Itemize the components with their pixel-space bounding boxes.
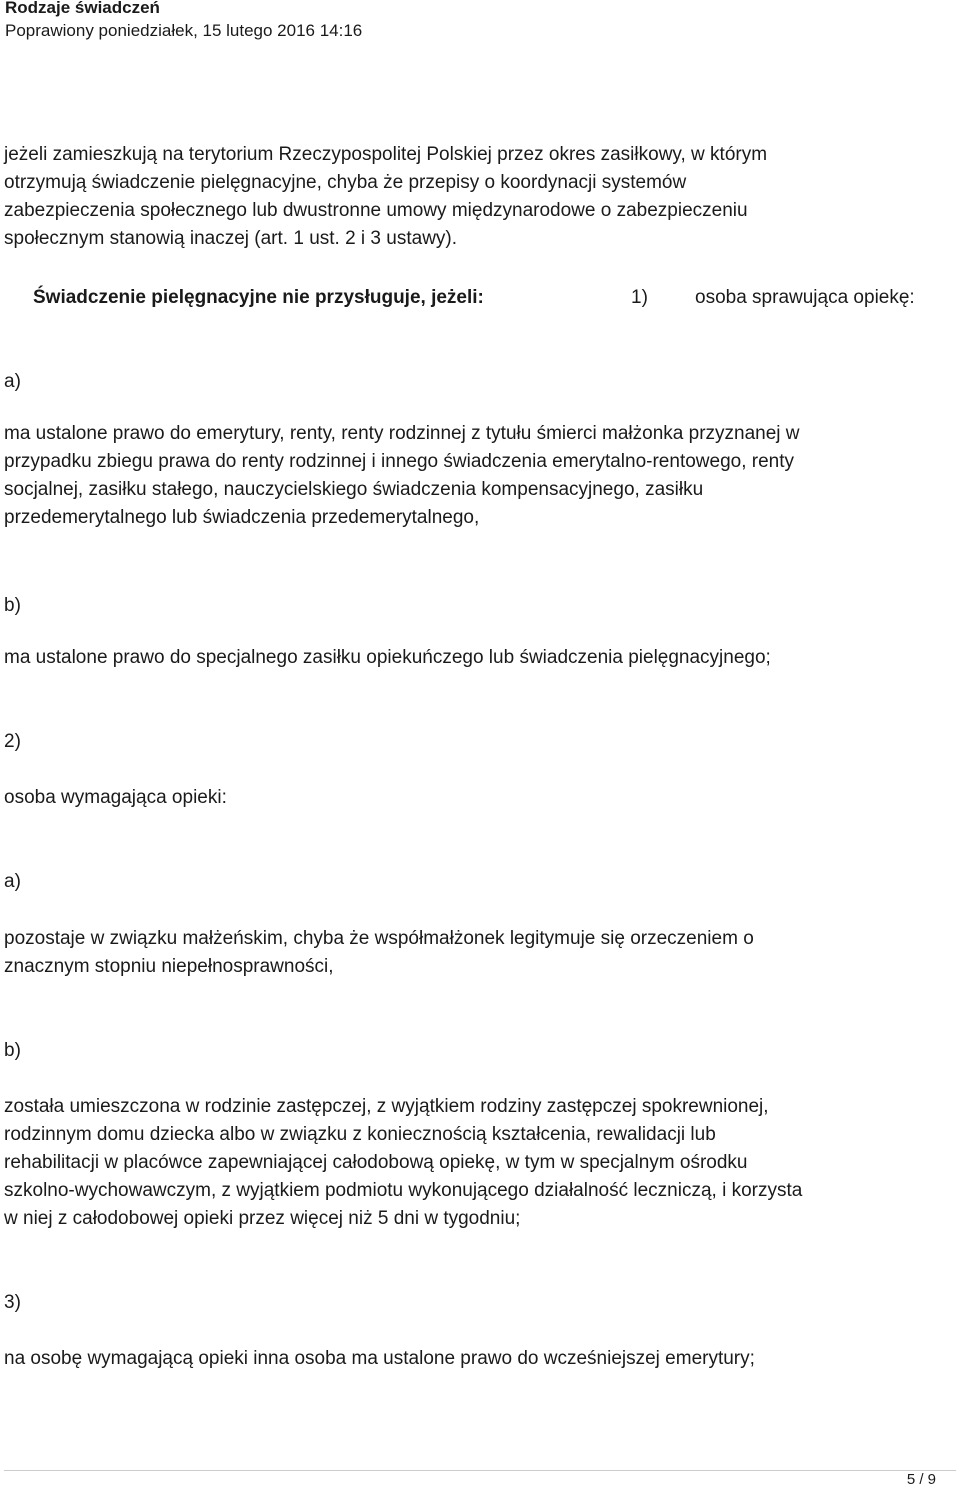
page-title: Rodzaje świadczeń [5, 0, 160, 17]
item-1a-line: przedemerytalnego lub świadczenia przedemerytalnego, [4, 507, 480, 528]
item-2a-line: pozostaje w związku małżeńskim, chyba że współmałżonek legitymuje się orzeczeniem o [4, 928, 754, 949]
revision-date: Poprawiony poniedziałek, 15 lutego 2016 14:16 [5, 21, 363, 40]
item-1a-line: przypadku zbiegu prawa do renty rodzinnej i innego świadczenia emerytalno-rentowego, renty [4, 451, 795, 472]
page-header [0, 0, 960, 46]
item-2a-line: znacznym stopniu niepełnosprawności, [4, 956, 334, 977]
page-number: 5 / 9 [906, 1471, 936, 1488]
item-1a-line: socjalnej, zasiłku stałego, nauczycielskiego świadczenia kompensacyjnego, zasiłku [4, 479, 704, 500]
intro-line: społecznym stanowią inaczej (art. 1 ust. 2 i 3 ustawy). [4, 228, 458, 249]
intro-line: zabezpieczenia społecznego lub dwustronne umowy międzynarodowe o zabezpieczeniu [4, 200, 748, 221]
item-1b-text: ma ustalone prawo do specjalnego zasiłku opiekuńczego lub świadczenia pielęgnacyjnego; [4, 647, 771, 668]
item-2-marker: 2) [4, 731, 21, 752]
item-3-marker: 3) [4, 1292, 21, 1313]
item-2b-line: szkolno-wychowawczym, z wyjątkiem podmiotu wykonującego działalność leczniczą, i korzysta [4, 1180, 803, 1201]
item-2-text: osoba wymagająca opieki: [4, 787, 227, 808]
item-2a-marker: a) [4, 871, 21, 892]
item-2b-line: została umieszczona w rodzinie zastępczej, z wyjątkiem rodziny zastępczej spokrewnionej, [4, 1096, 769, 1117]
item-2b-line: rodzinnym domu dziecka albo w związku z koniecznością kształcenia, rewalidacji lub [4, 1124, 716, 1145]
item-2b-marker: b) [4, 1040, 21, 1061]
item-1-text: osoba sprawująca opiekę: [695, 287, 915, 308]
item-2b-line: rehabilitacji w placówce zapewniającej całodobową opiekę, w tym w specjalnym ośrodku [4, 1152, 748, 1173]
item-1a-line: ma ustalone prawo do emerytury, renty, renty rodzinnej z tytułu śmierci małżonka przyznanej w [4, 423, 800, 444]
intro-line: jeżeli zamieszkują na terytorium Rzeczypospolitej Polskiej przez okres zasiłkowy, w którym [4, 144, 768, 165]
item-1b-marker: b) [4, 595, 21, 616]
item-1-marker: 1) [631, 287, 648, 308]
item-2b-line: w niej z całodobowej opieki przez więcej niż 5 dni w tygodniu; [4, 1208, 521, 1229]
intro-line: otrzymują świadczenie pielęgnacyjne, chyba że przepisy o koordynacji systemów [4, 172, 687, 193]
section-heading: Świadczenie pielęgnacyjne nie przysługuje, jeżeli: [33, 287, 484, 308]
footer-divider [4, 1470, 956, 1471]
item-3-text: na osobę wymagającą opieki inna osoba ma ustalone prawo do wcześniejszej emerytury; [4, 1348, 755, 1369]
item-1a-marker: a) [4, 371, 21, 392]
